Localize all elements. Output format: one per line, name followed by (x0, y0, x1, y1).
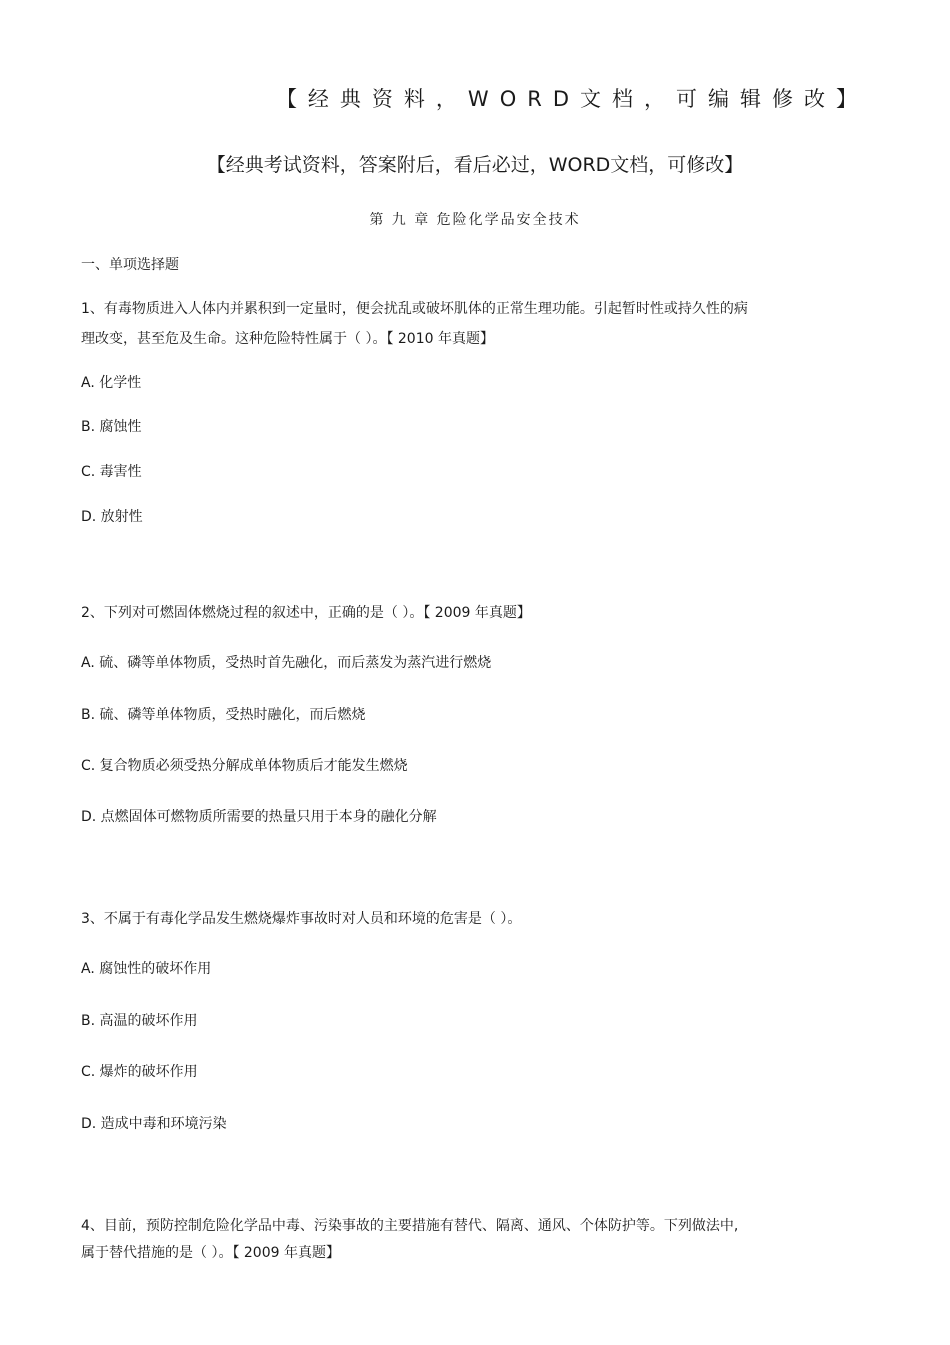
question-3-option-a: A. 腐蚀性的破坏作用 (81, 961, 212, 977)
question-1-option-a: A. 化学性 (81, 375, 142, 391)
section-title: 一、单项选择题 (81, 257, 179, 273)
chapter-title: 第 九 章 危险化学品安全技术 (369, 212, 581, 228)
question-1-line-2: 理改变，甚至危及生命。这种危险特性属于（ ）。【 2010 年真题】 (81, 331, 494, 347)
question-3-option-c: C. 爆炸的破坏作用 (81, 1064, 198, 1080)
question-2-option-c: C. 复合物质必须受热分解成单体物质后才能发生燃烧 (81, 758, 408, 774)
question-1-option-b: B. 腐蚀性 (81, 419, 142, 435)
question-2-option-d: D. 点燃固体可燃物质所需要的热量只用于本身的融化分解 (81, 809, 437, 825)
question-2-line-1: 2、下列对可燃固体燃烧过程的叙述中，正确的是（ ）。【 2009 年真题】 (81, 605, 531, 621)
question-3-option-d: D. 造成中毒和环境污染 (81, 1116, 227, 1132)
question-4-line-1: 4、目前，预防控制危险化学品中毒、污染事故的主要措施有替代、隔离、通风、个体防护等。下列做法中, (81, 1218, 739, 1234)
question-3-line-1: 3、不属于有毒化学品发生燃烧爆炸事故时对人员和环境的危害是（ ）。 (81, 911, 522, 927)
header-banner: 【经典资料，WORD文档，可编辑修改】 (275, 87, 868, 111)
question-2-option-a: A. 硫、磷等单体物质，受热时首先融化，而后蒸发为蒸汽进行燃烧 (81, 655, 492, 671)
question-1-line-1: 1、有毒物质进入人体内并累积到一定量时，便会扰乱或破坏肌体的正常生理功能。引起暂时性或持久性的病 (81, 301, 748, 317)
question-1-option-c: C. 毒害性 (81, 464, 142, 480)
question-1-option-d: D. 放射性 (81, 509, 143, 525)
question-4-line-2: 属于替代措施的是（ ）。【 2009 年真题】 (81, 1245, 340, 1261)
question-3-option-b: B. 高温的破坏作用 (81, 1013, 198, 1029)
question-2-option-b: B. 硫、磷等单体物质，受热时融化，而后燃烧 (81, 707, 366, 723)
sub-banner: 【经典考试资料，答案附后，看后必过，WORD文档，可修改】 (206, 154, 744, 176)
